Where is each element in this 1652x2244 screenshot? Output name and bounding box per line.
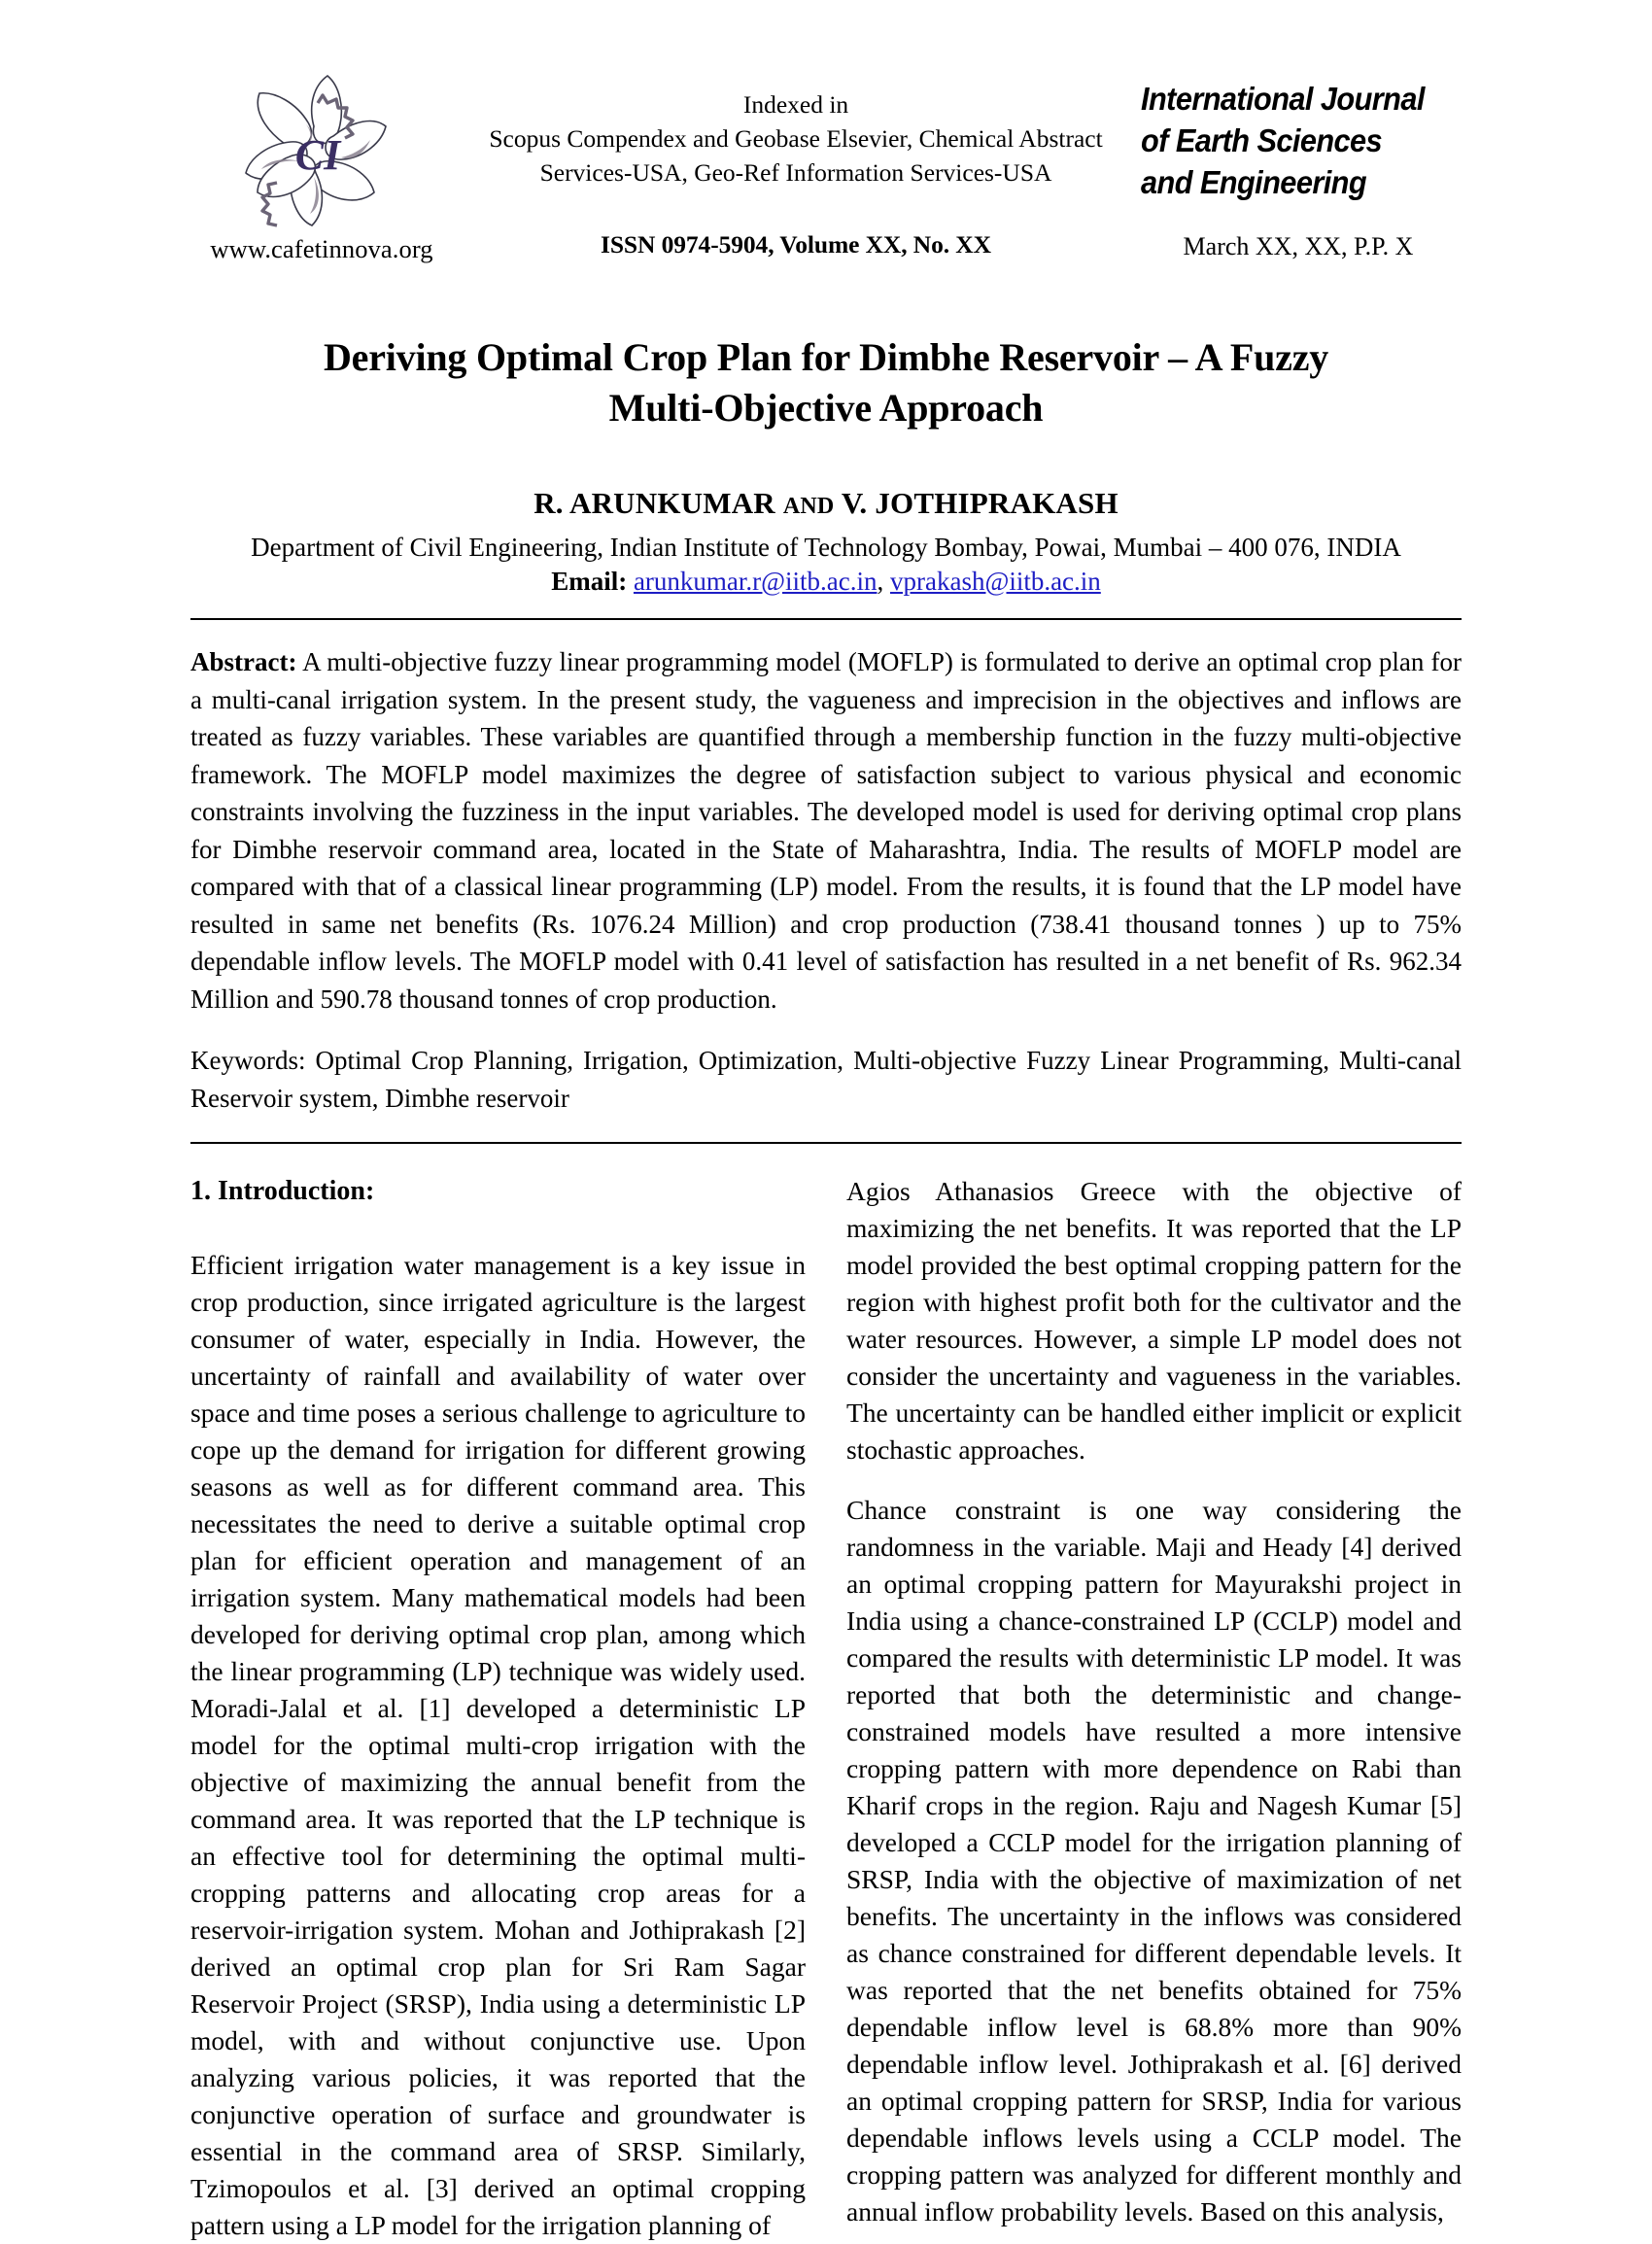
paper-title-line-2: Multi-Objective Approach	[608, 386, 1044, 430]
indexing-info	[453, 56, 1141, 259]
abstract-text: A multi-objective fuzzy linear programming model (MOFLP) is formulated to derive an optimal crop plan for a multi-canal irrigation system. In the present study, the vagueness and imprecision in the objectives and inflows are treated as fuzzy variables. These variables are quantified through a membership function in the fuzzy multi-objective framework. The MOFLP model maximizes the degree of satisfaction subject to various physical and economic constraints involving the fuzziness in the input variables. The developed model is used for deriving optimal crop plans for Dimbhe reservoir command area, located in the State of Maharashtra, India. The results of MOFLP model are compared with that of a classical linear programming (LP) model. From the results, it is found that the LP model have resulted in same net benefits (Rs. 1076.24 Million) and crop production (738.41 thousand tonnes ) up to 75% dependable inflow levels. The MOFLP model with 0.41 level of satisfaction has resulted in a net benefit of Rs. 962.34 Million and 590.78 thousand tonnes of crop production.	[190, 647, 1462, 1014]
author-secondary: V. JOTHIPRAKASH	[841, 486, 1119, 520]
indexing-databases-line-1: Scopus Compendex and Geobase Elsevier, Chemical Abstract	[489, 124, 1103, 153]
email-link-primary[interactable]: arunkumar.r@iitb.ac.in	[633, 567, 878, 596]
intro-paragraph-left: Efficient irrigation water management is a key issue in crop production, since irrigated agriculture is the largest consumer of water, especially in India. However, the uncertainty of rainfall and availability of water over space and time poses a serious challenge to agriculture to cope up the demand for irrigation for different growing seasons as well as for different command area. This necessitates the need to derive a suitable optimal crop plan for efficient operation and management of an irrigation system. Many mathematical models had been developed for deriving optimal crop plan, among which the linear programming (LP) technique was widely used. Moradi-Jalal et al. [1] developed a deterministic LP model for the optimal multi-crop irrigation with the objective of maximizing the annual benefit from the command area. It was reported that the LP technique is an effective tool for determining the optimal multi-cropping patterns and allocating crop areas for a reservoir-irrigation system. Mohan and Jothiprakash [2] derived an optimal crop plan for Sri Ram Sagar Reservoir Project (SRSP), India using a deterministic LP model, with and without conjunctive use. Upon analyzing various policies, it was reported that the conjunctive operation of surface and groundwater is essential in the command area of SRSP. Similarly, Tzimopoulos et al. [3] derived an optimal cropping pattern using a LP model for the irrigation planning of	[190, 1250, 806, 2240]
journal-title-line-2: of Earth Sciences	[1141, 122, 1383, 158]
keywords-text: Optimal Crop Planning, Irrigation, Optimization, Multi-objective Fuzzy Linear Programming, Multi-canal Reservoir system, Dimbhe reservoir	[190, 1046, 1462, 1113]
body-column-right	[846, 1173, 1462, 2244]
issn-volume-line: ISSN 0974-5904, Volume XX, No. XX	[601, 230, 991, 259]
page-title	[225, 332, 1427, 433]
abstract-label: Abstract:	[190, 647, 297, 676]
author-conjunction: AND	[782, 494, 835, 519]
cafet-innova-flower-gear-logo	[224, 68, 419, 238]
keywords-label: Keywords:	[190, 1046, 306, 1075]
abstract-bottom-divider	[190, 1142, 1462, 1144]
masthead	[190, 56, 1462, 299]
journal-identity	[1141, 56, 1462, 261]
publisher-logo-block	[190, 56, 453, 264]
body-columns	[190, 1173, 1462, 2244]
intro-paragraph-right-1: Agios Athanasios Greece with the objective of maximizing the net benefits. It was reported that the LP model provided the best optimal cropping pattern for the region with highest profit both for the cultivator and the water resources. However, a simple LP model does not consider the uncertainty and vagueness in the variables. The uncertainty can be handled either implicit or explicit stochastic approaches.	[846, 1176, 1462, 1465]
email-separator: ,	[877, 567, 890, 596]
author-email-line	[190, 567, 1462, 597]
author-list	[190, 486, 1462, 521]
keywords-section	[190, 1042, 1462, 1117]
publisher-website-url[interactable]: www.cafetinnova.org	[210, 234, 433, 263]
abstract-top-divider	[190, 618, 1462, 620]
journal-title-line-1: International Journal	[1141, 81, 1425, 117]
logo-monogram: CI	[294, 131, 341, 179]
abstract-paragraph	[190, 643, 1462, 1018]
intro-paragraph-right-2: Chance constraint is one way considering the randomness in the variable. Maji and Heady [4] derived an optimal cropping pattern for Mayurakshi project in India using a chance-constrained LP (CCLP) model and compared the results with deterministic LP model. It was reported that both the deterministic and change-constrained models have resulted a more intensive cropping pattern with more dependence on Rabi than Kharif crops in the region. Raju and Nagesh Kumar [5] developed a CCLP model for the irrigation planning of SRSP, India with the objective of maximization of net benefits. The uncertainty in the inflows was considered as chance constrained for different dependable levels. It was reported that the net benefits obtained for 75% dependable inflow level is 68.8% more than 90% dependable inflow level. Jothiprakash et al. [6] derived an optimal cropping pattern for SRSP, India for various dependable inflows levels using a CCLP model. The cropping pattern was analyzed for different monthly and annual inflow probability levels. Based on this analysis,	[846, 1495, 1462, 2227]
section-heading-introduction: 1. Introduction:	[190, 1176, 375, 1206]
journal-title-line-3: and Engineering	[1141, 164, 1367, 200]
keywords-paragraph	[190, 1042, 1462, 1117]
author-affiliation: Department of Civil Engineering, Indian Institute of Technology Bombay, Powai, Mumbai – 400 076, INDIA	[251, 533, 1401, 562]
abstract-section	[190, 643, 1462, 1018]
paper-title-line-1: Deriving Optimal Crop Plan for Dimbhe Reservoir – A Fuzzy	[323, 335, 1329, 379]
journal-issue-date: March XX, XX, P.P. X	[1183, 232, 1414, 260]
email-label: Email:	[551, 567, 628, 596]
author-primary: R. ARUNKUMAR	[533, 486, 775, 520]
email-link-secondary[interactable]: vprakash@iitb.ac.in	[889, 567, 1101, 596]
indexing-databases-line-2: Services-USA, Geo-Ref Information Services-USA	[539, 158, 1052, 187]
body-column-left	[190, 1173, 806, 2244]
indexed-in-label: Indexed in	[742, 90, 849, 119]
